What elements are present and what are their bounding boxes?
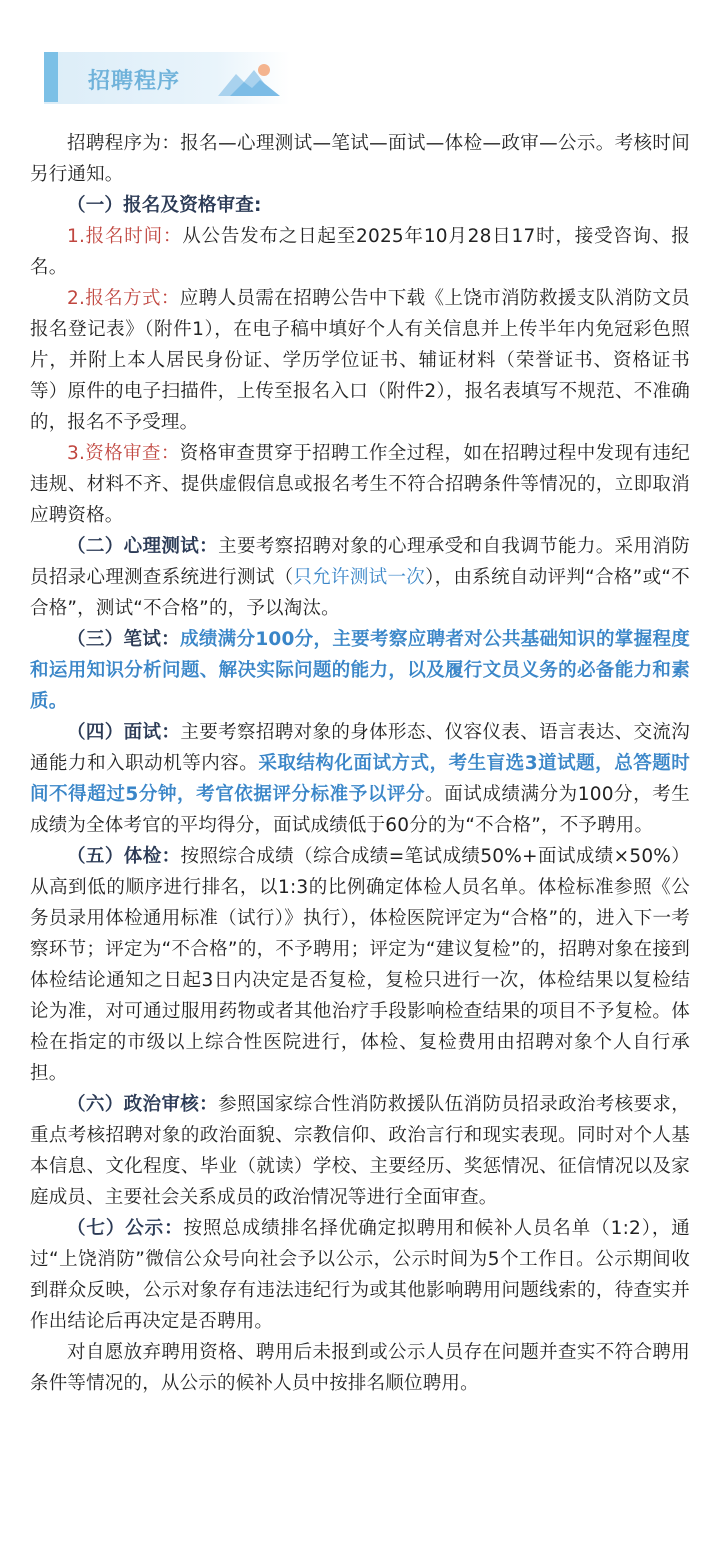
psych-test-highlight: 只允许测试一次 [293, 567, 426, 588]
written-test-highlight: 成绩满分100分，主要考察应聘者对公共基础知识的掌握程度和运用知识分析问题、解决实际问题的能力，以及履行文员义务的必备能力和素质。 [30, 629, 690, 712]
section-header [44, 52, 290, 104]
interview-highlight: 采取结构化面试方式，考生盲选3道试题，总答题时间不得超过5分钟，考官依据评分标准予以评分 [30, 753, 690, 805]
registration-method-paragraph: 2.报名方式：应聘人员需在招聘公告中下载《上饶市消防救援支队消防文员报名登记表》（附件1），在电子稿中填好个人有关信息并上传半年内免冠彩色照片，并附上本人居民身份证、学历学位证书、辅证材料（荣誉证书、资格证书等）原件的电子扫描件，上传至报名入口（附件2），报名表填写不规范、不准确的，报名不予受理。 [30, 288, 690, 433]
registration-method-label: 2.报名方式： [67, 288, 180, 309]
qualification-review-label: 3.资格审查： [67, 443, 180, 464]
written-test-paragraph: （三）笔试：成绩满分100分，主要考察应聘者对公共基础知识的掌握程度和运用知识分析问题、解决实际问题的能力，以及履行文员义务的必备能力和素质。 [30, 629, 690, 712]
registration-time-paragraph: 1.报名时间：从公告发布之日起至2025年10月28日17时，接受咨询、报名。 [30, 226, 690, 278]
section-title: 招聘程序 [88, 69, 181, 94]
header-accent-bar [44, 52, 58, 102]
intro-paragraph: 招聘程序为：报名—心理测试—笔试—面试—体检—政审—公示。考核时间另行通知。 [30, 133, 690, 185]
interview-paragraph: （四）面试：主要考察招聘对象的身体形态、仪容仪表、语言表达、交流沟通能力和入职动机等内容。采取结构化面试方式，考生盲选3道试题，总答题时间不得超过5分钟，考官依据评分标准予以评分。面试成绩满分为100分，考生成绩为全体考官的平均得分，面试成绩低于60分的为“不合格”，不予聘用。 [30, 722, 691, 836]
psych-test-paragraph: （二）心理测试：主要考察招聘对象的心理承受和自我调节能力。采用消防员招录心理测查系统进行测试（只允许测试一次），由系统自动评判“合格”或“不合格”，测试“不合格”的，予以淘汰。 [30, 536, 690, 619]
mountain-sun-icon [214, 60, 284, 98]
section-1-heading: （一）报名及资格审查: [67, 195, 262, 216]
publicity-paragraph: （七）公示：按照总成绩排名择优确定拟聘用和候补人员名单（1:2），通过“上饶消防”微信公众号向社会予以公示，公示时间为5个工作日。公示期间收到群众反映，公示对象存有违法违纪行为或其他影响聘用问题线索的，待查实并作出结论后再决定是否聘用。 [30, 1218, 690, 1332]
article-body [30, 128, 690, 1399]
physical-exam-paragraph: （五）体检：按照综合成绩（综合成绩=笔试成绩50%+面试成绩×50%）从高到低的顺序进行排名，以1:3的比例确定体检人员名单。体检标准参照《公务员录用体检通用标准（试行）》执行），体检医院评定为“合格”的，进入下一考察环节；评定为“不合格”的，不予聘用；评定为“建议复检”的，招聘对象在接到体检结论通知之日起3日内决定是否复检，复检只进行一次，体检结果以复检结论为准，对可通过服用药物或者其他治疗手段影响检查结果的项目不予复检。体检在指定的市级以上综合性医院进行，体检、复检费用由招聘对象个人自行承担。 [30, 846, 691, 1084]
qualification-review-paragraph: 3.资格审查：资格审查贯穿于招聘工作全过程，如在招聘过程中发现有违纪违规、材料不齐、提供虚假信息或报名考生不符合招聘条件等情况的，立即取消应聘资格。 [30, 443, 690, 526]
closing-paragraph: 对自愿放弃聘用资格、聘用后未报到或公示人员存在问题并查实不符合聘用条件等情况的，从公示的候补人员中按排名顺位聘用。 [30, 1342, 690, 1394]
registration-time-label: 1.报名时间： [67, 226, 183, 247]
political-review-paragraph: （六）政治审核：参照国家综合性消防救援队伍消防员招录政治考核要求，重点考核招聘对象的政治面貌、宗教信仰、政治言行和现实表现。同时对个人基本信息、文化程度、毕业（就读）学校、主要经历、奖惩情况、征信情况以及家庭成员、主要社会关系成员的政治情况等进行全面审查。 [30, 1094, 690, 1208]
